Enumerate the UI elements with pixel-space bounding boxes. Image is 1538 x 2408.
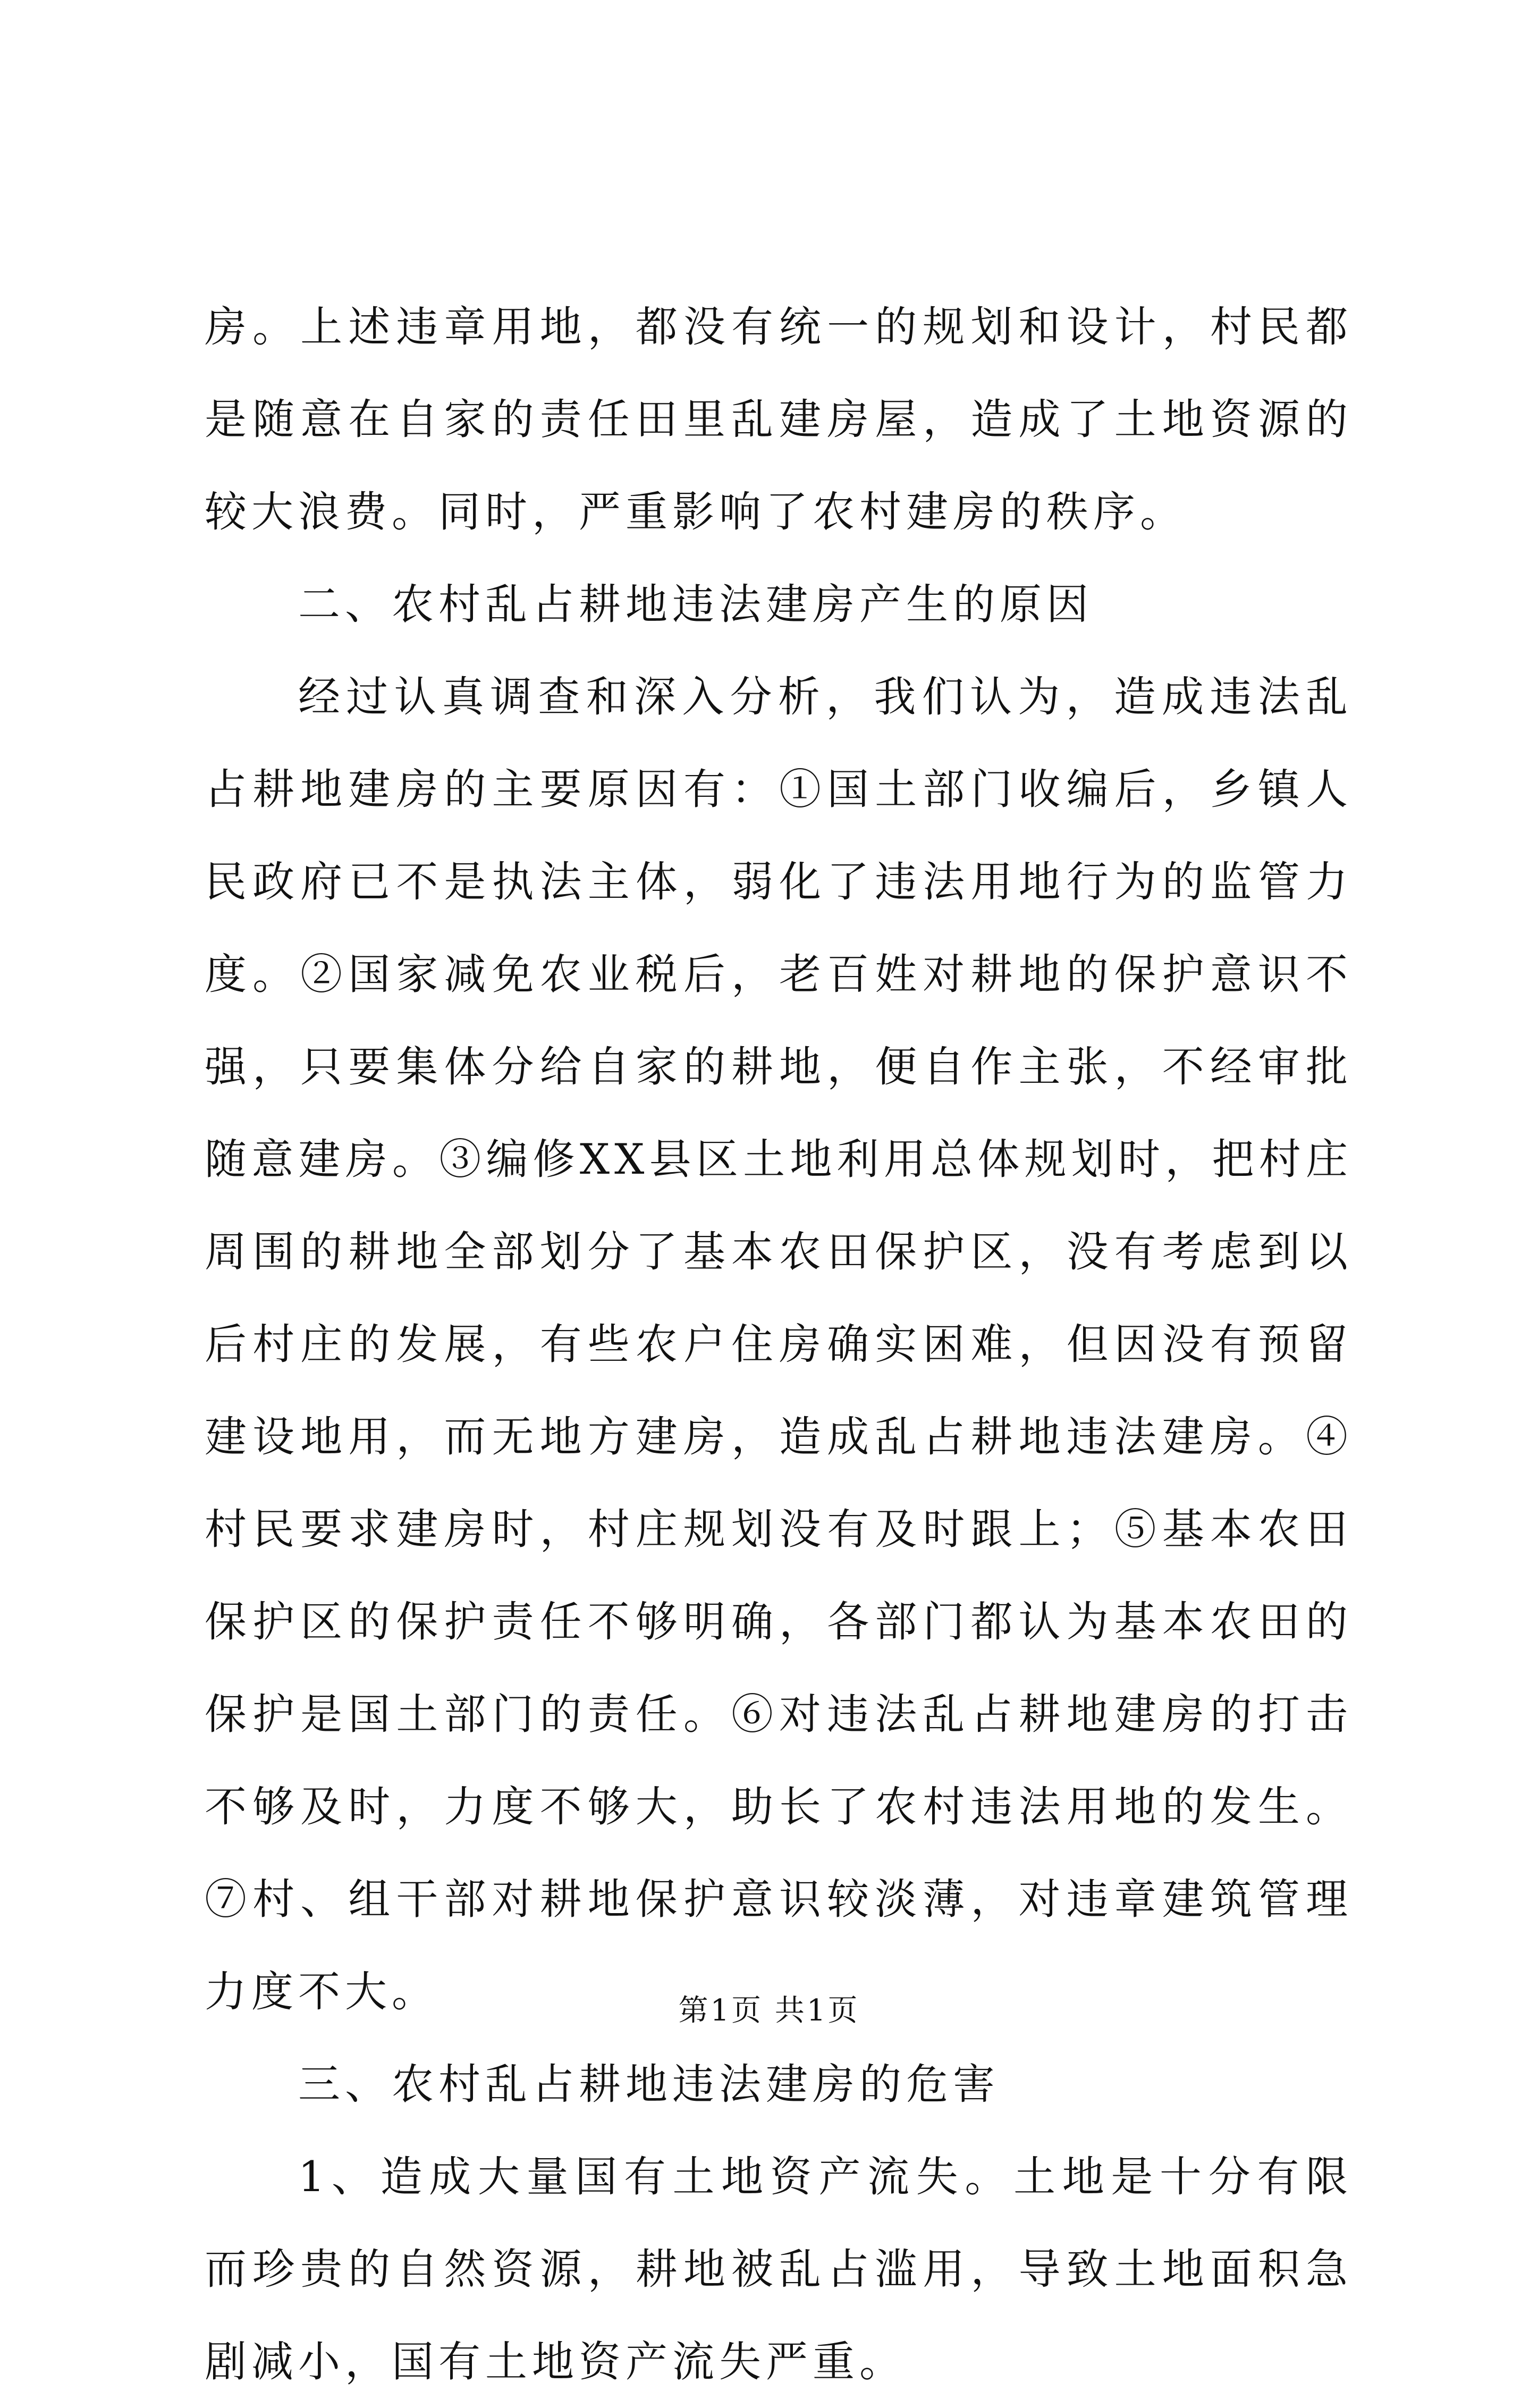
section-heading-causes: 二、农村乱占耕地违法建房产生的原因 xyxy=(298,580,1093,629)
paragraph-harm-1: 1、造成大量国有土地资产流失。土地是十分有限而珍贵的自然资源，耕地被乱占滥用，导致土地面积急剧减小，国有土地资产流失严重。 xyxy=(205,2152,1353,2386)
section-heading-harms: 三、农村乱占耕地违法建房的危害 xyxy=(298,2060,1000,2109)
paragraph-causes: 经过认真调查和深入分析，我们认为，造成违法乱占耕地建房的主要原因有：①国土部门收编后，乡镇人民政府已不是执法主体，弱化了违法用地行为的监管力度。②国家减免农业税后，老百姓对耕地的保护意识不强，只要集体分给自家的耕地，便自作主张，不经审批随意建房。③编修XX县区土地利用总体规划时，把村庄周围的耕地全部划分了基本农田保护区，没有考虑到以后村庄的发展，有些农户住房确实困难，但因没有预留建设地用，而无地方建房，造成乱占耕地违法建房。④村民要求建房时，村庄规划没有及时跟上；⑤基本农田保护区的保护责任不够明确，各部门都认为基本农田的保护是国土部门的责任。⑥对违法乱占耕地建房的打击不够及时，力度不够大，助长了农村违法用地的发生。⑦村、组干部对耕地保护意识较淡薄，对违章建筑管理力度不大。 xyxy=(205,672,1353,2016)
page-footer: 第1页 共1页 xyxy=(678,1993,860,2028)
document-body xyxy=(205,281,1353,2408)
paragraph-continued: 房。上述违章用地，都没有统一的规划和设计，村民都是随意在自家的责任田里乱建房屋，造成了土地资源的较大浪费。同时，严重影响了农村建房的秩序。 xyxy=(205,302,1353,536)
